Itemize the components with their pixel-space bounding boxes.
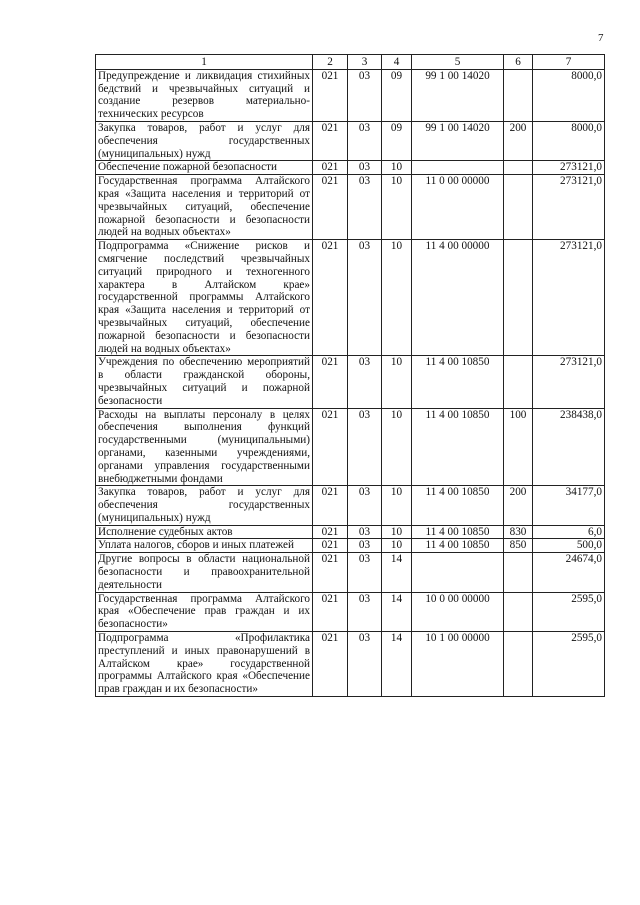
table-row bbox=[96, 486, 605, 525]
header-col-5: 5 bbox=[412, 55, 504, 70]
page-number: 7 bbox=[598, 32, 604, 44]
row-ministry: 021 bbox=[313, 553, 348, 592]
row-section: 03 bbox=[348, 69, 382, 121]
row-type bbox=[504, 161, 533, 175]
row-section: 03 bbox=[348, 356, 382, 408]
row-ministry: 021 bbox=[313, 592, 348, 631]
row-ministry: 021 bbox=[313, 632, 348, 697]
row-ministry: 021 bbox=[313, 175, 348, 240]
table-row bbox=[96, 121, 605, 160]
row-type: 830 bbox=[504, 525, 533, 539]
row-name: Другие вопросы в области национальной безопасности и правоохранительной деятельности bbox=[96, 553, 313, 592]
row-target: 11 4 00 10850 bbox=[412, 408, 504, 486]
header-row bbox=[96, 55, 605, 70]
table-row bbox=[96, 553, 605, 592]
row-ministry: 021 bbox=[313, 121, 348, 160]
row-target: 99 1 00 14020 bbox=[412, 69, 504, 121]
row-target: 10 0 00 00000 bbox=[412, 592, 504, 631]
row-type bbox=[504, 632, 533, 697]
row-amount: 238438,0 bbox=[533, 408, 605, 486]
row-type bbox=[504, 240, 533, 356]
row-section: 03 bbox=[348, 175, 382, 240]
row-target: 11 4 00 10850 bbox=[412, 539, 504, 553]
row-name: Подпрограмма «Профилактика преступлений и иных правонарушений в Алтайском крае» государственной программы Алтайского края «Обеспечение прав граждан и их безопасности» bbox=[96, 632, 313, 697]
row-ministry: 021 bbox=[313, 539, 348, 553]
table-row bbox=[96, 525, 605, 539]
row-section: 03 bbox=[348, 525, 382, 539]
row-target bbox=[412, 161, 504, 175]
row-ministry: 021 bbox=[313, 356, 348, 408]
row-target: 99 1 00 14020 bbox=[412, 121, 504, 160]
row-type: 850 bbox=[504, 539, 533, 553]
row-type bbox=[504, 69, 533, 121]
row-name: Закупка товаров, работ и услуг для обеспечения государственных (муниципальных) нужд bbox=[96, 486, 313, 525]
row-subsection: 09 bbox=[382, 121, 412, 160]
row-ministry: 021 bbox=[313, 161, 348, 175]
header-col-4: 4 bbox=[382, 55, 412, 70]
table-row bbox=[96, 632, 605, 697]
row-subsection: 10 bbox=[382, 161, 412, 175]
row-amount: 8000,0 bbox=[533, 69, 605, 121]
row-subsection: 10 bbox=[382, 240, 412, 356]
row-name: Закупка товаров, работ и услуг для обеспечения государственных (муниципальных) нужд bbox=[96, 121, 313, 160]
row-ministry: 021 bbox=[313, 69, 348, 121]
header-col-2: 2 bbox=[313, 55, 348, 70]
row-type: 200 bbox=[504, 486, 533, 525]
table-row bbox=[96, 175, 605, 240]
row-target: 11 4 00 10850 bbox=[412, 486, 504, 525]
row-amount: 6,0 bbox=[533, 525, 605, 539]
row-type bbox=[504, 356, 533, 408]
row-amount: 24674,0 bbox=[533, 553, 605, 592]
row-section: 03 bbox=[348, 632, 382, 697]
row-subsection: 10 bbox=[382, 356, 412, 408]
row-subsection: 10 bbox=[382, 486, 412, 525]
row-amount: 2595,0 bbox=[533, 592, 605, 631]
row-amount: 34177,0 bbox=[533, 486, 605, 525]
row-amount: 273121,0 bbox=[533, 161, 605, 175]
row-section: 03 bbox=[348, 161, 382, 175]
row-target: 11 4 00 10850 bbox=[412, 525, 504, 539]
table-row bbox=[96, 69, 605, 121]
row-type bbox=[504, 592, 533, 631]
header-col-1: 1 bbox=[96, 55, 313, 70]
row-amount: 2595,0 bbox=[533, 632, 605, 697]
row-name: Расходы на выплаты персоналу в целях обеспечения выполнения функций государственными (муниципальными) органами, казенными учреждениями, органами управления государственными внебюджетными фондами bbox=[96, 408, 313, 486]
row-amount: 273121,0 bbox=[533, 240, 605, 356]
row-subsection: 14 bbox=[382, 632, 412, 697]
row-type: 200 bbox=[504, 121, 533, 160]
row-ministry: 021 bbox=[313, 408, 348, 486]
row-ministry: 021 bbox=[313, 486, 348, 525]
row-amount: 8000,0 bbox=[533, 121, 605, 160]
row-name: Государственная программа Алтайского края «Защита населения и территорий от чрезвычайных ситуаций, обеспечение пожарной безопасности и безопасности людей на водных объектах» bbox=[96, 175, 313, 240]
row-amount: 500,0 bbox=[533, 539, 605, 553]
row-ministry: 021 bbox=[313, 240, 348, 356]
header-col-6: 6 bbox=[504, 55, 533, 70]
table-row bbox=[96, 356, 605, 408]
row-amount: 273121,0 bbox=[533, 175, 605, 240]
table-row bbox=[96, 592, 605, 631]
header-col-3: 3 bbox=[348, 55, 382, 70]
row-section: 03 bbox=[348, 592, 382, 631]
row-subsection: 10 bbox=[382, 539, 412, 553]
table-row bbox=[96, 161, 605, 175]
row-name: Государственная программа Алтайского края «Обеспечение прав граждан и их безопасности» bbox=[96, 592, 313, 631]
row-name: Предупреждение и ликвидация стихийных бедствий и чрезвычайных ситуаций и создание резервов материально-технических ресурсов bbox=[96, 69, 313, 121]
row-section: 03 bbox=[348, 240, 382, 356]
row-subsection: 10 bbox=[382, 408, 412, 486]
table-row bbox=[96, 539, 605, 553]
row-target bbox=[412, 553, 504, 592]
row-type bbox=[504, 175, 533, 240]
row-name: Подпрограмма «Снижение рисков и смягчение последствий чрезвычайных ситуаций природного и техногенного характера в Алтайском крае» государственной программы Алтайского края «Защита населения и территорий от чрезвычайных ситуаций, обеспечение пожарной безопасности и безопасности людей на водных объектах» bbox=[96, 240, 313, 356]
row-name: Учреждения по обеспечению мероприятий в области гражданской обороны, чрезвычайных ситуаций и пожарной безопасности bbox=[96, 356, 313, 408]
row-section: 03 bbox=[348, 553, 382, 592]
row-subsection: 10 bbox=[382, 175, 412, 240]
row-section: 03 bbox=[348, 486, 382, 525]
header-col-7: 7 bbox=[533, 55, 605, 70]
table-row bbox=[96, 408, 605, 486]
row-amount: 273121,0 bbox=[533, 356, 605, 408]
row-subsection: 14 bbox=[382, 592, 412, 631]
row-subsection: 09 bbox=[382, 69, 412, 121]
row-section: 03 bbox=[348, 408, 382, 486]
row-name: Исполнение судебных актов bbox=[96, 525, 313, 539]
row-type bbox=[504, 553, 533, 592]
budget-table bbox=[95, 54, 605, 697]
row-target: 11 4 00 00000 bbox=[412, 240, 504, 356]
row-type: 100 bbox=[504, 408, 533, 486]
row-target: 11 0 00 00000 bbox=[412, 175, 504, 240]
row-section: 03 bbox=[348, 539, 382, 553]
row-section: 03 bbox=[348, 121, 382, 160]
row-name: Обеспечение пожарной безопасности bbox=[96, 161, 313, 175]
row-subsection: 10 bbox=[382, 525, 412, 539]
row-target: 10 1 00 00000 bbox=[412, 632, 504, 697]
row-name: Уплата налогов, сборов и иных платежей bbox=[96, 539, 313, 553]
row-target: 11 4 00 10850 bbox=[412, 356, 504, 408]
table-row bbox=[96, 240, 605, 356]
row-ministry: 021 bbox=[313, 525, 348, 539]
row-subsection: 14 bbox=[382, 553, 412, 592]
